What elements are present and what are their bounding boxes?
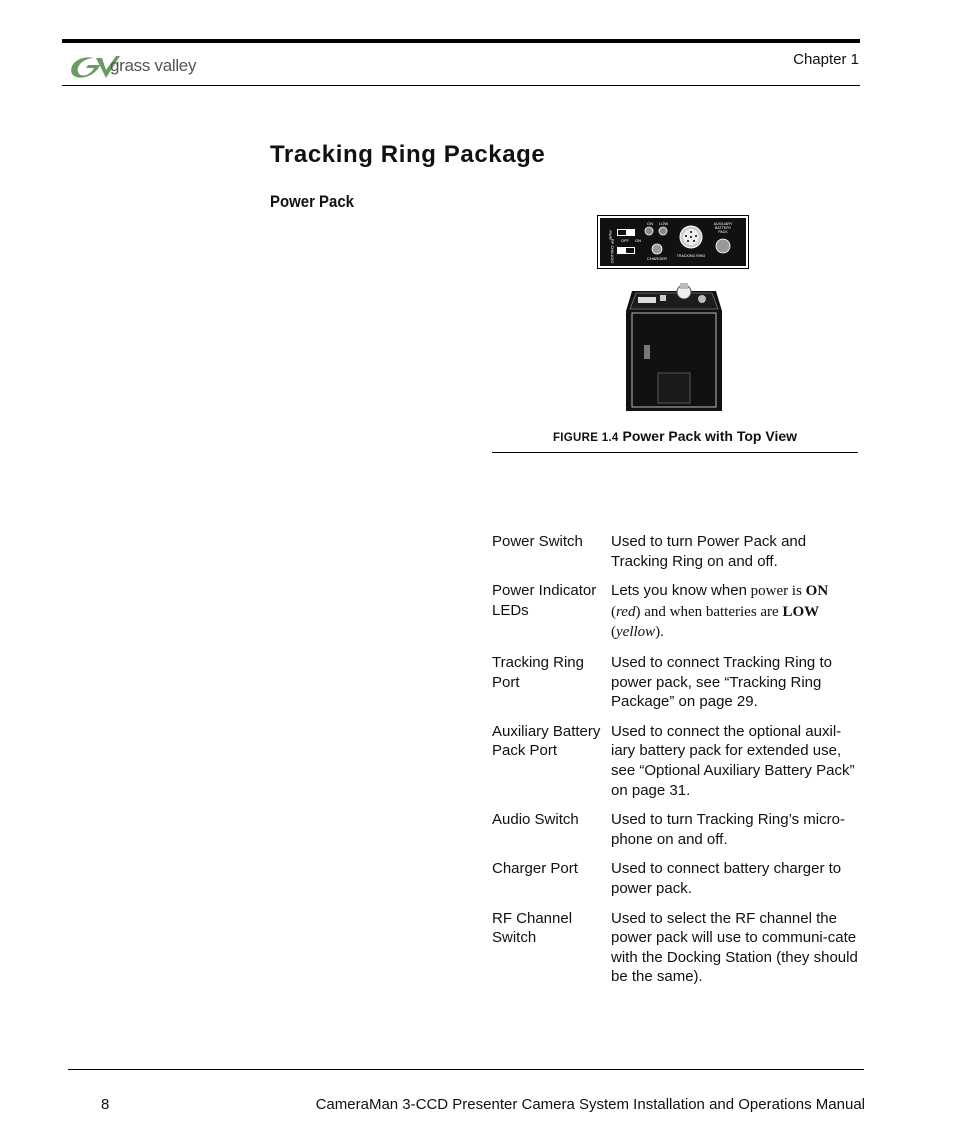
desc-part: power is: [746, 583, 806, 600]
chapter-label: Chapter 1: [793, 51, 859, 68]
page-title: Tracking Ring Package: [270, 141, 546, 168]
fig-label-on: ON: [647, 221, 653, 226]
definition-term: Auxiliary Battery Pack Port: [492, 722, 601, 760]
desc-part: (: [611, 624, 616, 641]
fig-label-audio: AUDIO: [610, 250, 615, 264]
aux-battery-port-graphic: [716, 239, 730, 253]
desc-part: ) and when batteries are: [635, 603, 783, 620]
fig-label-aux-3: PACK: [718, 230, 728, 234]
fig-label-tracking-ring: TRACKING RING: [676, 254, 706, 258]
definition-term: Charger Port: [492, 860, 578, 878]
definition-row: [492, 653, 862, 712]
definition-term: Tracking Ring Port: [492, 653, 584, 691]
manual-title: CameraMan 3-CCD Presenter Camera System Installation and Operations Manual: [315, 1096, 865, 1113]
led-on-graphic: [645, 227, 653, 235]
brand-name: grass valley: [110, 56, 197, 75]
led-low-graphic: [659, 227, 667, 235]
footer-rule: [68, 1069, 864, 1070]
definition-row: [492, 581, 862, 643]
definition-row: [492, 909, 862, 987]
page-number: 8: [101, 1096, 110, 1113]
desc-part: red: [616, 603, 636, 620]
header-top-rule: [62, 39, 860, 43]
definition-row: [492, 859, 862, 898]
fig-label-rf-ch: RF CH: [610, 238, 615, 252]
definition-desc: Used to connect the optional auxil-iary battery pack for extended use, see “Optional Auxiliary Battery Pack” on page 31.: [611, 722, 855, 799]
desc-part: ).: [655, 624, 664, 641]
fig-label-low: LOW: [659, 221, 669, 226]
power-pack-top-view-figure: [597, 215, 749, 269]
definition-desc: Used to turn Power Pack and Tracking Ring on and off.: [611, 533, 807, 570]
desc-part: ON: [805, 583, 829, 600]
definition-row: [492, 810, 862, 849]
definition-term: Power Indicator LEDs: [492, 582, 597, 619]
fig-label-aux-1: AUXILIARY: [713, 222, 733, 226]
fig-label-off: OFF: [621, 238, 629, 243]
fig-label-charger: CHARGER: [646, 256, 668, 261]
definition-desc: Used to connect battery charger to power pack.: [611, 860, 842, 897]
desc-part: Lets you know when: [611, 582, 747, 600]
definition-term: Power Switch: [492, 533, 583, 550]
definition-desc: [611, 581, 862, 643]
definition-desc: Used to select the RF channel the power pack will use to communi-cate with the Docking Station (they should be the same).: [611, 909, 858, 986]
definition-term: Audio Switch: [492, 811, 579, 829]
definition-row: [492, 532, 862, 571]
fig-label-aux-2: BATTERY: [714, 226, 732, 230]
definition-desc: Used to connect Tracking Ring to power pack, see “Tracking Ring Package” on page 29.: [611, 653, 832, 711]
definition-list: [492, 532, 862, 997]
definition-desc: Used to turn Tracking Ring’s micro-phone on and off.: [611, 811, 845, 848]
fig-label-on2: ON: [635, 238, 641, 243]
power-pack-body-figure: [626, 283, 722, 413]
section-title: Power Pack: [270, 192, 354, 211]
desc-part: yellow: [616, 624, 656, 641]
charger-port-graphic: [652, 244, 662, 254]
fig-label-pwr: PWR: [608, 230, 613, 240]
figure-caption: [492, 428, 858, 444]
definition-term: RF Channel Switch: [492, 909, 573, 947]
definition-row: [492, 722, 862, 800]
desc-part: LOW: [782, 603, 820, 620]
header-rule: [62, 85, 860, 86]
figure-caption-label: FIGURE 1.4: [552, 432, 619, 444]
figure-caption-text: Power Pack with Top View: [622, 428, 798, 444]
desc-part: (: [611, 603, 616, 620]
figure-rule: [492, 452, 858, 453]
